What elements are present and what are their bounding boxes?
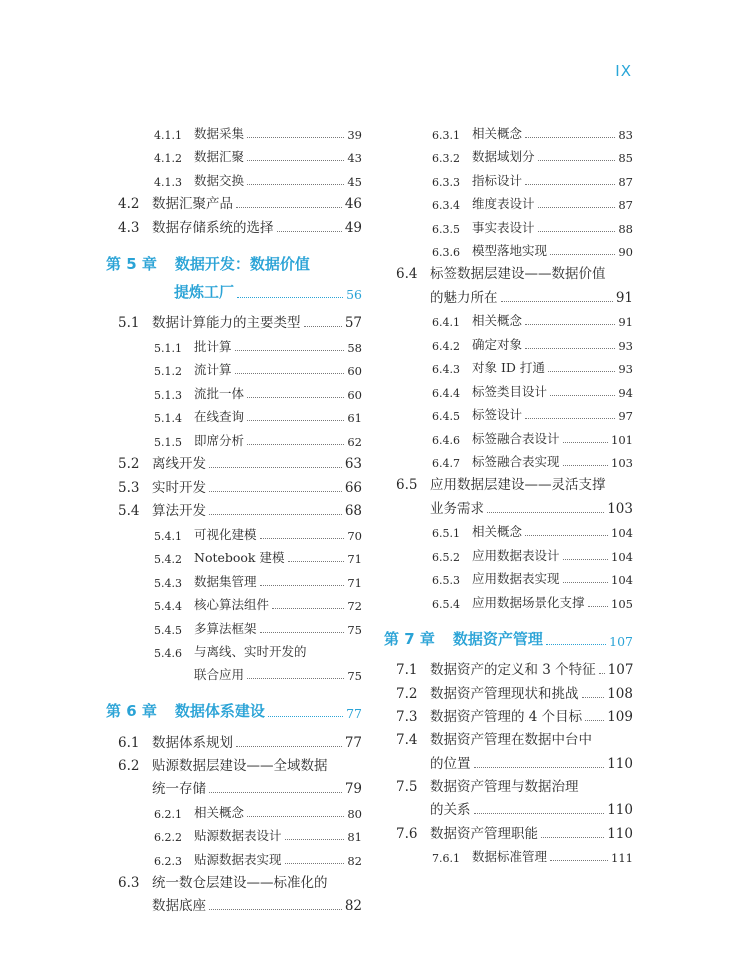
leader-dots: [209, 791, 342, 793]
section-number: 6.2: [118, 757, 140, 774]
section-page: 70: [347, 528, 362, 543]
section-page: 45: [347, 174, 362, 189]
section-page: 97: [618, 409, 633, 423]
leader-dots: [563, 464, 609, 466]
leader-dots: [599, 672, 605, 674]
leader-dots: [236, 745, 342, 747]
section-title: 流计算: [194, 362, 232, 377]
section-title: 可视化建模: [194, 526, 257, 542]
section-title-cont: 的魅力所在: [430, 289, 498, 306]
leader-dots: [209, 513, 342, 515]
leader-dots: [247, 443, 344, 445]
section-page: 68: [344, 503, 362, 519]
chapter-gap: [378, 611, 633, 621]
section-title-cont: 数据底座: [152, 898, 206, 914]
section-page: 75: [347, 669, 362, 683]
section-page: 58: [347, 340, 362, 355]
chapter-gap: [100, 683, 362, 693]
leader-dots: [525, 347, 615, 349]
toc-entry[interactable]: [100, 566, 362, 590]
section-page: 94: [618, 385, 633, 400]
chapter-title-cont: 提炼工厂: [174, 282, 235, 301]
section-title: 数据标准管理: [472, 849, 548, 864]
section-page: 82: [344, 898, 362, 914]
section-page: 93: [618, 338, 633, 353]
leader-dots: [563, 441, 609, 443]
section-title: 数据资产管理现状和挑战: [430, 685, 579, 702]
section-number: 4.1.3: [154, 175, 182, 189]
leader-dots: [538, 206, 616, 208]
section-number: 4.2: [118, 196, 140, 212]
toc-entry[interactable]: [100, 519, 362, 543]
toc-entry[interactable]: [378, 353, 633, 377]
section-number: 6.3.1: [432, 128, 460, 142]
toc-chapter-heading[interactable]: [100, 246, 362, 274]
leader-dots: [235, 372, 345, 374]
section-page: 104: [611, 573, 633, 587]
section-page: 85: [618, 151, 633, 165]
section-number: 5.3: [118, 479, 140, 496]
section-number: 5.4.3: [154, 576, 182, 590]
section-title: 标签类目设计: [472, 383, 548, 399]
section-page: 57: [344, 315, 362, 331]
toc-entry[interactable]: [100, 165, 362, 189]
leader-dots: [247, 677, 344, 679]
section-title: 维度表设计: [472, 196, 535, 211]
leader-dots: [209, 490, 342, 492]
section-number: 6.3.5: [432, 222, 460, 236]
section-title: 数据资产的定义和 3 个特征: [430, 662, 596, 678]
leader-dots: [288, 560, 345, 562]
toc-left-column: [100, 118, 362, 914]
toc-entry[interactable]: [378, 400, 633, 424]
toc-entry[interactable]: [378, 842, 633, 866]
chapter-page: 77: [346, 706, 362, 721]
leader-dots: [501, 300, 613, 302]
section-title: 事实表设计: [472, 219, 535, 235]
section-title: 核心算法组件: [194, 597, 270, 612]
leader-dots: [474, 766, 605, 768]
chapter-title: 数据开发：数据价值: [174, 254, 310, 273]
section-number: 6.4.3: [432, 363, 460, 376]
toc-entry[interactable]: [378, 587, 633, 611]
leader-dots: [525, 183, 615, 185]
chapter-page: 107: [609, 633, 633, 649]
leader-dots: [247, 136, 344, 138]
leader-dots: [260, 537, 345, 539]
toc-entry[interactable]: [378, 818, 633, 842]
section-title: 相关概念: [194, 804, 245, 820]
section-number: 6.5: [396, 477, 418, 493]
section-number: 6.4: [396, 266, 418, 282]
toc-entry[interactable]: [378, 702, 633, 726]
section-title: 相关概念: [472, 524, 523, 539]
section-number: 5.4.6: [154, 646, 182, 660]
toc-entry-cont[interactable]: [100, 660, 362, 684]
toc-entry[interactable]: [100, 727, 362, 751]
section-number: 6.5.3: [432, 574, 460, 587]
chapter-title: 数据资产管理: [452, 629, 543, 648]
section-number: 6.3.4: [432, 199, 460, 212]
section-title: 数据汇聚: [194, 149, 245, 164]
section-number: 4.3: [118, 219, 140, 236]
section-number: 6.5.2: [432, 550, 460, 564]
toc-entry[interactable]: [378, 189, 633, 213]
toc-chapter-heading-cont[interactable]: [100, 274, 362, 302]
toc-entry[interactable]: [100, 355, 362, 379]
toc-entry[interactable]: [378, 540, 633, 564]
section-title: 应用数据层建设——灵活支撑: [430, 477, 606, 493]
section-page: 93: [618, 362, 633, 376]
section-number: 7.6.1: [432, 852, 460, 865]
toc-entry[interactable]: [378, 142, 633, 166]
section-title: 数据体系规划: [152, 734, 233, 751]
section-page: 107: [607, 662, 634, 678]
section-title: 标签融合表设计: [472, 430, 560, 446]
section-title: 数据计算能力的主要类型: [152, 315, 301, 331]
section-page: 61: [347, 411, 362, 425]
leader-dots: [550, 394, 615, 396]
section-number: 6.2.2: [154, 831, 182, 844]
toc-entry[interactable]: [100, 331, 362, 355]
section-number: 7.6: [396, 825, 418, 842]
leader-dots: [268, 715, 343, 717]
toc-entry[interactable]: [378, 306, 633, 330]
leader-dots: [236, 206, 342, 208]
leader-dots: [487, 511, 604, 513]
section-number: 6.3.6: [432, 246, 460, 259]
section-number: 7.4: [396, 732, 418, 748]
section-title: 标签数据层建设——数据价值: [430, 266, 606, 282]
toc-entry-cont[interactable]: [378, 493, 633, 517]
section-title: 即席分析: [194, 432, 245, 448]
section-number: 5.1.1: [154, 341, 182, 355]
section-page: 108: [607, 685, 633, 702]
section-title: 算法开发: [152, 503, 206, 519]
toc-chapter-heading[interactable]: [378, 621, 633, 649]
toc-entry[interactable]: [100, 868, 362, 891]
leader-dots: [548, 370, 615, 372]
section-number: 6.5.4: [432, 597, 460, 611]
section-page: 83: [618, 127, 633, 142]
section-number: 6.4.7: [432, 457, 460, 470]
section-number: 5.4.4: [154, 600, 182, 613]
toc-entry-cont[interactable]: [378, 282, 633, 306]
section-title: 数据集管理: [194, 573, 257, 589]
toc-entry[interactable]: [100, 590, 362, 614]
section-page: 110: [607, 755, 633, 772]
section-page: 103: [611, 456, 633, 470]
section-page: 103: [607, 500, 633, 517]
leader-dots: [538, 159, 616, 161]
leader-dots: [247, 159, 344, 161]
toc-entry[interactable]: [378, 423, 633, 447]
section-page: 110: [607, 802, 633, 818]
leader-dots: [235, 349, 345, 351]
toc-entry[interactable]: [100, 189, 362, 213]
leader-dots: [285, 838, 345, 840]
section-number: 5.4.5: [154, 623, 182, 637]
section-page: 49: [344, 219, 362, 236]
section-title: 数据资产管理的 4 个目标: [430, 709, 583, 725]
section-number: 6.4.2: [432, 339, 460, 353]
section-page: 111: [611, 851, 633, 865]
section-page: 43: [347, 151, 362, 165]
toc-entry[interactable]: [100, 142, 362, 166]
section-number: 6.3.3: [432, 175, 460, 189]
section-page: 90: [618, 245, 633, 259]
toc-entry[interactable]: [378, 564, 633, 588]
toc-entry[interactable]: [378, 655, 633, 679]
leader-dots: [260, 584, 345, 586]
section-page: 71: [347, 575, 362, 590]
toc-entry[interactable]: [378, 165, 633, 189]
section-number: 6.4.6: [432, 433, 460, 447]
section-number: 5.1.3: [154, 388, 182, 402]
toc-entry[interactable]: [378, 212, 633, 236]
section-page: 105: [611, 596, 633, 611]
leader-dots: [563, 558, 609, 560]
chapter-page: 56: [346, 286, 362, 302]
section-page: 39: [347, 127, 362, 142]
section-page: 72: [347, 599, 362, 613]
toc-chapter-heading[interactable]: [100, 693, 362, 721]
toc-entry[interactable]: [100, 637, 362, 660]
leader-dots: [525, 534, 608, 536]
section-number: 5.1: [118, 315, 140, 331]
section-page: 101: [611, 432, 633, 447]
section-number: 7.2: [396, 685, 418, 702]
section-title: 标签融合表实现: [472, 454, 560, 469]
section-title-cont: 业务需求: [430, 500, 484, 517]
section-page: 60: [347, 387, 362, 402]
section-title: 与离线、实时开发的: [194, 643, 307, 659]
section-number: 6.2.3: [154, 854, 182, 868]
section-title: 多算法框架: [194, 620, 257, 636]
section-title: 数据资产管理与数据治理: [430, 778, 579, 795]
toc-entry[interactable]: [378, 517, 633, 541]
section-page: 62: [347, 434, 362, 449]
leader-dots: [525, 323, 615, 325]
section-title: 相关概念: [472, 313, 523, 328]
section-number: 4.1.1: [154, 128, 182, 142]
section-title: 数据采集: [194, 125, 245, 141]
toc-entry[interactable]: [378, 447, 633, 471]
toc-entry[interactable]: [378, 772, 633, 795]
section-title: 模型落地实现: [472, 243, 548, 258]
toc-entry[interactable]: [378, 118, 633, 142]
section-title: 贴源数据表实现: [194, 851, 282, 867]
section-title: 数据资产管理职能: [430, 825, 538, 842]
leader-dots: [525, 417, 615, 419]
section-number: 6.3.2: [432, 152, 460, 165]
section-title-cont: 联合应用: [194, 667, 245, 682]
toc-entry[interactable]: [100, 308, 362, 332]
section-title: 应用数据表设计: [472, 547, 560, 563]
toc-entry-cont[interactable]: [378, 795, 633, 819]
toc-entry[interactable]: [378, 329, 633, 353]
leader-dots: [272, 607, 344, 609]
section-number: 5.1.5: [154, 435, 182, 449]
section-title: 贴源数据表设计: [194, 828, 282, 843]
toc-entry[interactable]: [100, 844, 362, 868]
section-number: 6.3: [118, 874, 140, 891]
section-number: 5.1.2: [154, 365, 182, 378]
section-page: 60: [347, 364, 362, 378]
toc-entry[interactable]: [378, 725, 633, 748]
section-title: 在线查询: [194, 409, 245, 424]
section-title: 数据域划分: [472, 149, 535, 164]
leader-dots: [588, 605, 609, 607]
leader-dots: [247, 183, 344, 185]
toc-entry[interactable]: [100, 402, 362, 426]
toc-entry[interactable]: [378, 259, 633, 282]
section-title: 标签设计: [472, 407, 523, 422]
toc-right-column: [378, 118, 633, 865]
section-page: 80: [347, 806, 362, 821]
toc-entry[interactable]: [100, 613, 362, 637]
section-title-cont: 的位置: [430, 755, 471, 772]
section-title: 确定对象: [472, 336, 523, 352]
toc-entry[interactable]: [100, 212, 362, 236]
toc-entry-cont[interactable]: [378, 748, 633, 772]
section-title: 贴源数据层建设——全域数据: [152, 757, 328, 774]
section-page: 66: [344, 479, 362, 496]
leader-dots: [304, 325, 342, 327]
leader-dots: [247, 419, 344, 421]
section-title: 数据交换: [194, 172, 245, 188]
section-title: 批计算: [194, 338, 232, 354]
section-number: 6.4.4: [432, 386, 460, 400]
chapter-number: 第 7 章: [384, 629, 435, 648]
section-title-cont: 的关系: [430, 802, 471, 818]
section-page: 88: [618, 221, 633, 236]
section-number: 6.2.1: [154, 807, 182, 821]
section-number: 5.2: [118, 456, 140, 472]
toc-entry-cont[interactable]: [100, 891, 362, 915]
section-number: 6.5.1: [432, 527, 460, 540]
section-page: 71: [347, 552, 362, 566]
leader-dots: [209, 908, 342, 910]
toc-entry[interactable]: [100, 496, 362, 520]
toc-entry[interactable]: [100, 118, 362, 142]
section-number: 6.1: [118, 734, 140, 751]
section-title: 相关概念: [472, 125, 523, 141]
leader-dots: [247, 815, 344, 817]
toc-entry[interactable]: [100, 472, 362, 496]
section-title: 数据资产管理在数据中台中: [430, 732, 592, 748]
section-page: 91: [615, 289, 633, 306]
section-title-cont: 统一存储: [152, 781, 206, 797]
section-title: 应用数据表实现: [472, 571, 560, 586]
section-number: 5.1.4: [154, 412, 182, 425]
section-title: Notebook 建模: [194, 550, 285, 565]
section-page: 81: [347, 830, 362, 844]
chapter-title: 数据体系建设: [174, 702, 265, 720]
section-page: 46: [344, 196, 362, 212]
leader-dots: [541, 836, 604, 838]
leader-dots: [247, 396, 344, 398]
leader-dots: [474, 812, 605, 814]
section-title: 对象 ID 打通: [472, 360, 545, 375]
toc-entry[interactable]: [100, 449, 362, 473]
section-page: 77: [344, 734, 362, 751]
toc-entry[interactable]: [100, 821, 362, 845]
section-number: 5.4.2: [154, 553, 182, 566]
section-title: 数据汇聚产品: [152, 196, 233, 212]
leader-dots: [209, 466, 342, 468]
section-page: 75: [347, 622, 362, 637]
chapter-gap: [100, 236, 362, 246]
leader-dots: [550, 253, 615, 255]
section-title: 指标设计: [472, 172, 523, 188]
section-number: 7.3: [396, 709, 418, 725]
section-number: 5.4.1: [154, 529, 182, 543]
section-title: 实时开发: [152, 479, 206, 496]
section-number: 7.5: [396, 778, 418, 795]
leader-dots: [563, 581, 609, 583]
toc-entry[interactable]: [378, 678, 633, 702]
leader-dots: [546, 643, 606, 645]
section-number: 4.1.2: [154, 152, 182, 165]
section-page: 104: [611, 549, 633, 564]
leader-dots: [525, 136, 615, 138]
toc-entry[interactable]: [378, 470, 633, 493]
section-page: 87: [618, 198, 633, 212]
section-page: 110: [607, 825, 633, 842]
leader-dots: [585, 719, 604, 721]
section-title: 统一数仓层建设——标准化的: [152, 874, 328, 891]
toc-entry[interactable]: [100, 797, 362, 821]
chapter-number: 第 5 章: [106, 254, 157, 273]
leader-dots: [277, 230, 342, 232]
section-number: 7.1: [396, 662, 418, 678]
leader-dots: [550, 859, 608, 861]
page-number: IX: [615, 62, 632, 80]
section-number: 6.4.1: [432, 316, 460, 329]
leader-dots: [237, 296, 343, 298]
section-title: 数据存储系统的选择: [152, 219, 274, 236]
toc-entry-cont[interactable]: [100, 774, 362, 798]
toc-entry[interactable]: [378, 376, 633, 400]
section-title: 离线开发: [152, 456, 206, 472]
section-title: 应用数据场景化支撑: [472, 594, 585, 610]
leader-dots: [582, 696, 605, 698]
chapter-number: 第 6 章: [106, 702, 157, 720]
section-number: 6.4.5: [432, 410, 460, 423]
toc-entry[interactable]: [100, 751, 362, 774]
section-page: 79: [344, 781, 362, 797]
section-title: 流批一体: [194, 385, 245, 401]
toc-entry[interactable]: [100, 425, 362, 449]
section-page: 87: [618, 174, 633, 189]
section-page: 63: [344, 456, 362, 472]
leader-dots: [260, 631, 345, 633]
leader-dots: [285, 862, 345, 864]
section-number: 5.4: [118, 503, 140, 519]
section-page: 104: [611, 526, 633, 540]
toc-entry[interactable]: [378, 236, 633, 260]
toc-entry[interactable]: [100, 543, 362, 567]
section-page: 82: [347, 853, 362, 868]
toc-entry[interactable]: [100, 378, 362, 402]
leader-dots: [538, 230, 616, 232]
section-page: 109: [607, 709, 633, 725]
section-page: 91: [618, 315, 633, 329]
